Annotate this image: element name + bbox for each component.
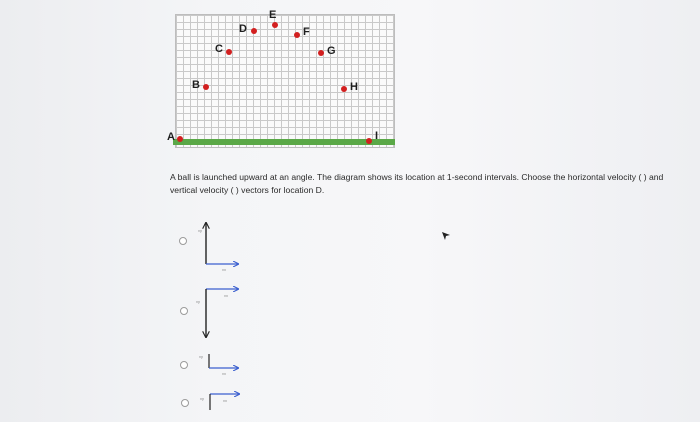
vy-label: vy xyxy=(199,354,203,359)
point-label-i: I xyxy=(375,130,379,142)
point-b xyxy=(203,84,209,90)
choice-c-vectors[interactable] xyxy=(196,350,246,376)
vy-label: vy xyxy=(198,228,202,233)
vx-label: vx xyxy=(222,371,226,376)
point-label-c: C xyxy=(215,43,223,55)
point-a xyxy=(177,136,183,142)
point-label-f: F xyxy=(303,26,310,38)
point-d xyxy=(251,28,257,34)
point-label-g: G xyxy=(327,45,336,57)
question-text: A ball is launched upward at an angle. The diagram shows its location at 1-second intervals. Choose the horizontal velocity ( ) and vertical velocity ( ) vectors for location D. xyxy=(170,172,664,195)
choice-d-radio[interactable] xyxy=(181,399,189,407)
point-label-e: E xyxy=(269,9,277,21)
point-label-d: D xyxy=(239,23,247,35)
point-e xyxy=(272,22,278,28)
mouse-pointer-icon xyxy=(441,231,451,241)
point-i xyxy=(366,138,372,144)
vy-label: vy xyxy=(200,396,204,401)
point-label-h: H xyxy=(350,81,358,93)
vx-label: vx xyxy=(222,267,226,272)
choice-a-vectors[interactable] xyxy=(190,218,250,274)
ground-line xyxy=(173,139,395,145)
point-label-a: A xyxy=(167,131,175,143)
trajectory-diagram xyxy=(165,10,395,155)
grid-background xyxy=(175,14,395,148)
choice-b-vectors[interactable] xyxy=(192,283,252,343)
choice-b-radio[interactable] xyxy=(180,307,188,315)
point-h xyxy=(341,86,347,92)
vy-label: vy xyxy=(196,299,200,304)
point-c xyxy=(226,49,232,55)
point-f xyxy=(294,32,300,38)
vx-label: vx xyxy=(223,398,227,403)
point-label-b: B xyxy=(192,79,200,91)
choice-a-radio[interactable] xyxy=(179,237,187,245)
choice-d-vectors[interactable] xyxy=(197,386,247,416)
vx-label: vx xyxy=(224,293,228,298)
choice-c-radio[interactable] xyxy=(180,361,188,369)
point-g xyxy=(318,50,324,56)
